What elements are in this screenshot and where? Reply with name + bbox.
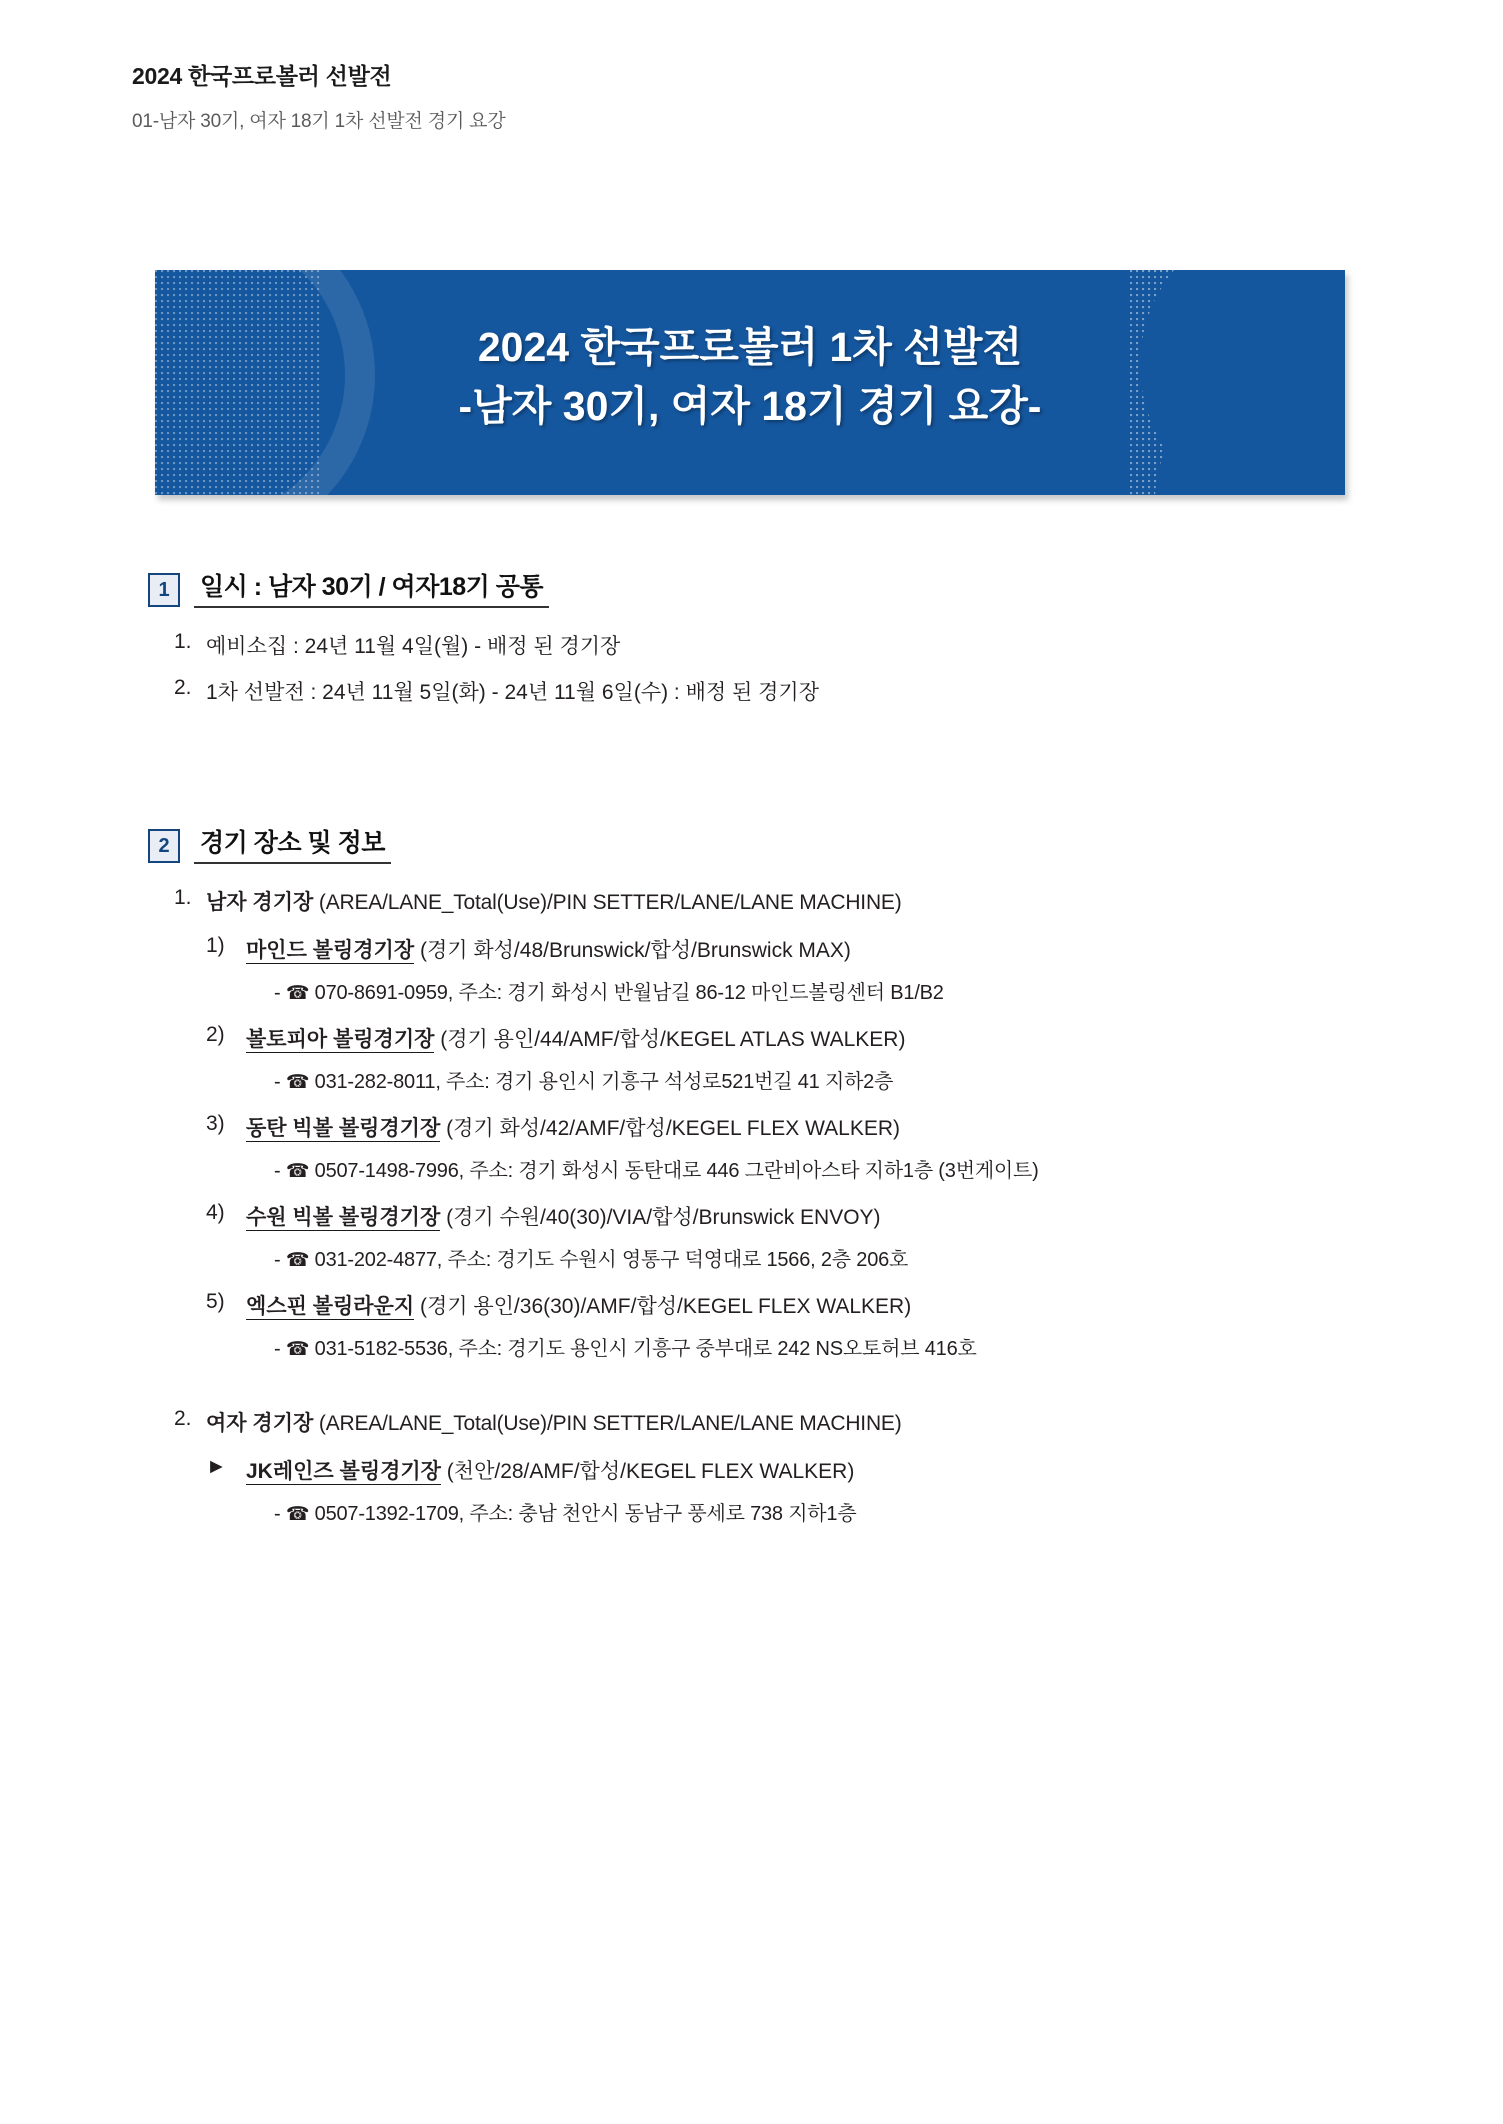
venue-spec: (천안/28/AMF/합성/KEGEL FLEX WALKER) [440,1460,855,1483]
section-2-number: 2 [148,829,180,863]
women-venue-list [148,1407,1398,1526]
dash-glyph: - [274,1071,281,1093]
venue-marker: 4) [206,1201,225,1224]
arrow-marker-icon: ► [206,1455,227,1478]
header-subtitle: 01-남자 30기, 여자 18기 1차 선발전 경기 요강 [132,110,506,132]
phone-icon: ☎ [285,983,310,1004]
phone-icon: ☎ [285,1250,310,1271]
venue-marker: 5) [206,1290,225,1313]
venue-marker: 2) [206,1023,225,1046]
venue-spec: (경기 용인/36(30)/AMF/합성/KEGEL FLEX WALKER) [414,1295,912,1318]
venue-name: JK레인즈 볼링경기장 [246,1460,441,1483]
venue-spec: (경기 수원/40(30)/VIA/합성/Brunswick ENVOY) [440,1206,881,1229]
list-item-marker: 1. [174,630,192,653]
venue-contact [246,1332,1398,1361]
venue-contact-text: 031-202-4877, 주소: 경기도 수원시 영통구 덕영대로 1566, 2층 206호 [314,1249,909,1271]
title-banner [155,270,1345,495]
document-header [132,62,1372,133]
list-item [174,676,1398,706]
venue-entry [206,1455,1398,1526]
venue-contact-text: 070-8691-0959, 주소: 경기 화성시 반월남길 86-12 마인드볼링센터 B1/B2 [314,982,944,1004]
venue-contact [246,1065,1398,1094]
list-item [174,886,1398,1361]
dash-glyph: - [274,1503,281,1525]
venue-name: 엑스핀 볼링라운지 [246,1295,415,1318]
venue-contact [246,1154,1398,1183]
venue-spec: (경기 화성/42/AMF/합성/KEGEL FLEX WALKER) [440,1117,900,1140]
section-2-title: 경기 장소 및 정보 [194,828,391,864]
venue-spec: (경기 화성/48/Brunswick/합성/Brunswick MAX) [414,939,851,962]
men-heading-spec: (AREA/LANE_Total(Use)/PIN SETTER/LANE/LANE MACHINE) [313,891,902,914]
section-1-number: 1 [148,573,180,607]
women-heading-spec: (AREA/LANE_Total(Use)/PIN SETTER/LANE/LANE MACHINE) [313,1412,902,1435]
venue-entry [206,934,1398,1005]
phone-icon: ☎ [285,1072,310,1093]
venue-marker: 3) [206,1112,225,1135]
men-venues [206,934,1398,1361]
phone-icon: ☎ [285,1339,310,1360]
men-venue-list [148,886,1398,1361]
venue-entry [206,1112,1398,1183]
list-item [174,630,1398,660]
list-item [174,1407,1398,1526]
men-heading: 남자 경기장 [206,891,314,914]
venue-marker: 1) [206,934,225,957]
dash-glyph: - [274,1338,281,1360]
venue-entry [206,1023,1398,1094]
venue-name: 마인드 볼링경기장 [246,939,415,962]
venue-contact [246,1243,1398,1272]
dash-glyph: - [274,982,281,1004]
list-item-marker: 1. [174,886,192,909]
section-1-header [148,572,1398,608]
list-item-marker: 2. [174,1407,192,1430]
list-item-text: 예비소집 : 24년 11월 4일(월) - 배정 된 경기장 [206,635,621,658]
venue-contact-text: 0507-1392-1709, 주소: 충남 천안시 동남구 풍세로 738 지하1층 [314,1503,857,1525]
section-1-title: 일시 : 남자 30기 / 여자18기 공통 [194,572,549,608]
venue-name: 동탄 빅볼 볼링경기장 [246,1117,441,1140]
venue-contact-text: 031-282-8011, 주소: 경기 용인시 기흥구 석성로521번길 41 지하2층 [314,1071,894,1093]
section-venues [148,828,1398,1542]
dash-glyph: - [274,1249,281,1271]
banner-line-2: -남자 30기, 여자 18기 경기 요강- [458,383,1042,430]
phone-icon: ☎ [285,1504,310,1525]
banner-text [155,318,1345,437]
venue-contact [246,976,1398,1005]
banner-line-1: 2024 한국프로볼러 1차 선발전 [477,324,1023,370]
section-schedule [148,572,1398,722]
venue-entry [206,1201,1398,1272]
list-item-text: 1차 선발전 : 24년 11월 5일(화) - 24년 11월 6일(수) : 배정 된 경기장 [206,681,819,704]
venue-contact-text: 031-5182-5536, 주소: 경기도 용인시 기흥구 중부대로 242 NS오토허브 416호 [314,1338,977,1360]
phone-icon: ☎ [285,1161,310,1182]
venue-name: 볼토피아 볼링경기장 [246,1028,435,1051]
section-2-header [148,828,1398,864]
women-venues [206,1455,1398,1526]
venue-name: 수원 빅볼 볼링경기장 [246,1206,441,1229]
venue-contact [246,1497,1398,1526]
list-item-marker: 2. [174,676,192,699]
venue-entry [206,1290,1398,1361]
schedule-list [148,630,1398,706]
venue-spec: (경기 용인/44/AMF/합성/KEGEL ATLAS WALKER) [434,1028,906,1051]
dash-glyph: - [274,1160,281,1182]
header-title: 2024 한국프로볼러 선발전 [132,63,392,89]
women-heading: 여자 경기장 [206,1412,314,1435]
venue-contact-text: 0507-1498-7996, 주소: 경기 화성시 동탄대로 446 그란비아스타 지하1층 (3번게이트) [314,1160,1039,1182]
